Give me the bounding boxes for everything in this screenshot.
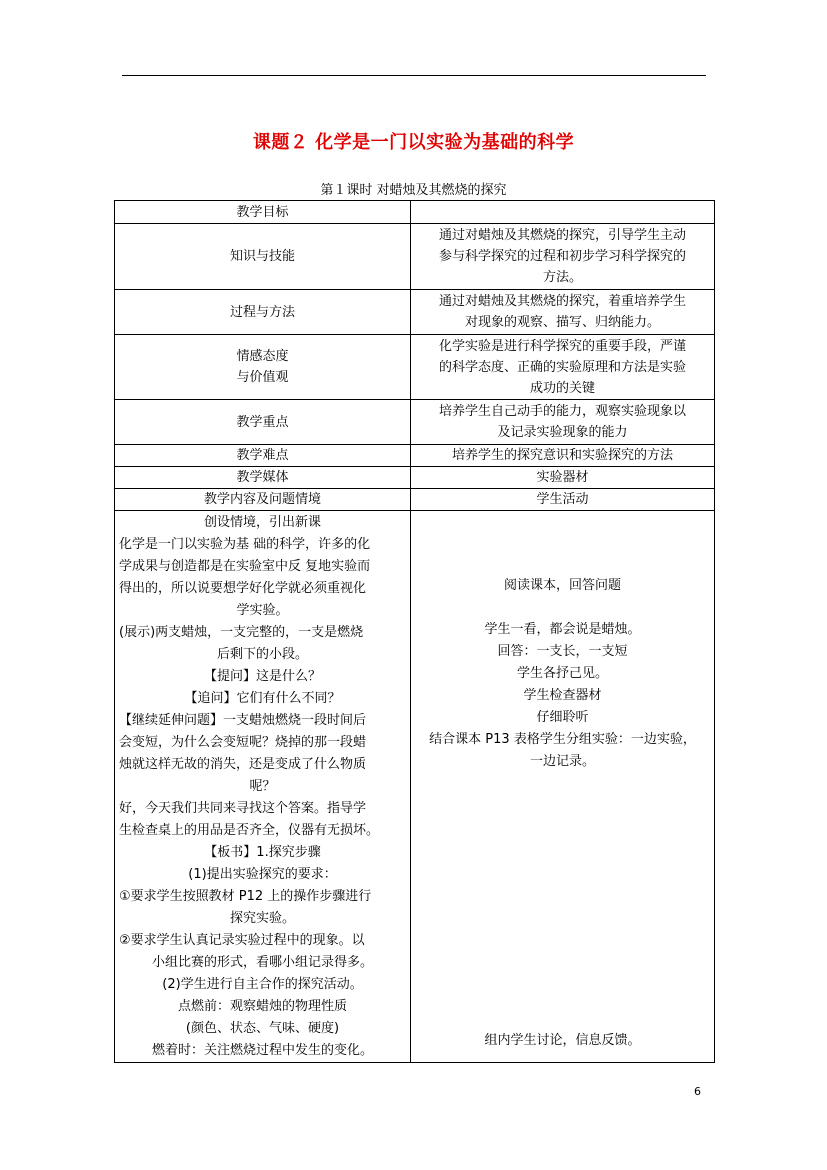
- teaching-content-cell: [115, 511, 411, 1063]
- table-row: [115, 224, 715, 290]
- row-value: 学生活动: [411, 489, 715, 511]
- content-line: 燃着时：关注燃烧过程中发生的变化。: [151, 1043, 373, 1058]
- row-value: 培养学生的探究意识和实验探究的方法: [411, 445, 715, 467]
- content-line: 学成果与创造都是在实验室中反 复地实验而: [119, 559, 371, 574]
- table-row: [115, 201, 715, 224]
- activity-line: 回答：一支长，一支短: [497, 644, 628, 659]
- activity-line: 仔细聆听: [536, 710, 589, 725]
- lesson-subtitle: 第１课时 对蜡烛及其燃烧的探究: [320, 183, 507, 198]
- content-line: 【继续延伸问题】一支蜡烛燃烧一段时间后: [119, 713, 367, 728]
- content-line: (展示)两支蜡烛，一支完整的，一支是燃烧: [119, 625, 364, 640]
- table-row: [115, 400, 715, 445]
- table-row: [115, 335, 715, 400]
- student-activity-cell: [411, 511, 715, 1063]
- content-line: 【提问】这是什么？: [203, 669, 321, 684]
- row-value: 化学实验是进行科学探究的重要手段，严谨 的科学态度、正确的实验原理和方法是实验 成功的关键: [411, 335, 715, 400]
- teaching-objectives-value: [411, 201, 715, 224]
- content-line: 创设情境，引出新课: [203, 515, 321, 530]
- page-title: 课题２ 化学是一门以实验为基础的科学: [252, 132, 575, 153]
- content-line: ①要求学生按照教材 P12 上的操作步骤进行: [119, 889, 372, 904]
- content-line: 好，今天我们共同来寻找这个答案。指导学: [119, 801, 367, 816]
- content-line: ②要求学生认真记录实验过程中的现象。以: [119, 933, 365, 948]
- table-row: [115, 511, 715, 1063]
- row-label: 教学媒体: [115, 467, 411, 489]
- activity-line: 结合课本 P13 表格学生分组实验：一边实验，: [429, 732, 696, 747]
- lesson-plan-table: [114, 200, 715, 1063]
- row-value: 通过对蜡烛及其燃烧的探究，着重培养学生 对现象的观察、描写、归纳能力。: [411, 290, 715, 335]
- table-row: [115, 489, 715, 511]
- content-line: (1)提出实验探究的要求：: [188, 867, 337, 882]
- activity-line: 组内学生讨论，信息反馈。: [484, 1033, 641, 1048]
- content-line: 学实验。: [236, 603, 289, 618]
- activity-line: 阅读课本，回答问题: [503, 578, 621, 593]
- table-row: [115, 445, 715, 467]
- row-label: 教学内容及问题情境: [115, 489, 411, 511]
- activity-line: 一边记录。: [529, 754, 595, 769]
- table-row: [115, 290, 715, 335]
- header-rule: [122, 75, 706, 76]
- content-line: 探究实验。: [229, 911, 295, 926]
- content-line: 小组比赛的形式，看哪小组记录得多。: [151, 955, 373, 970]
- activity-line: 学生检查器材: [523, 688, 602, 703]
- row-label: 过程与方法: [115, 290, 411, 335]
- content-line: 化学是一门以实验为基 础的科学，许多的化: [119, 537, 371, 552]
- content-line: 得出的，所以说要想学好化学就必须重视化: [119, 581, 367, 596]
- content-line: 【板书】1.探究步骤: [204, 845, 321, 860]
- activity-line: 学生各抒己见。: [516, 666, 608, 681]
- row-value: 培养学生自己动手的能力，观察实验现象以 及记录实验现象的能力: [411, 400, 715, 445]
- content-line: (颜色、状态、气味、硬度): [185, 1021, 340, 1036]
- content-line: 呢？: [249, 779, 276, 794]
- content-line: 烛就这样无故的消失，还是变成了什么物质: [119, 757, 367, 772]
- content-line: 会变短，为什么会变短呢？烧掉的那一段蜡: [119, 735, 367, 750]
- content-line: 点燃前：观察蜡烛的物理性质: [177, 999, 347, 1014]
- content-line: (2)学生进行自主合作的探究活动。: [162, 977, 363, 992]
- row-label: 教学重点: [115, 400, 411, 445]
- page-number: 6: [694, 1085, 701, 1098]
- content-line: 生检查桌上的用品是否齐全，仪器有无损坏。: [119, 823, 380, 838]
- row-value: 实验器材: [411, 467, 715, 489]
- content-line: 后剩下的小段。: [216, 647, 308, 662]
- row-label: 情感态度 与价值观: [115, 335, 411, 400]
- table-row: [115, 467, 715, 489]
- teaching-objectives-label: 教学目标: [115, 201, 411, 224]
- row-value: 通过对蜡烛及其燃烧的探究，引导学生主动 参与科学探究的过程和初步学习科学探究的 方法。: [411, 224, 715, 290]
- activity-line: 学生一看，都会说是蜡烛。: [484, 622, 641, 637]
- row-label: 知识与技能: [115, 224, 411, 290]
- row-label: 教学难点: [115, 445, 411, 467]
- content-line: 【追问】它们有什么不同？: [184, 691, 341, 706]
